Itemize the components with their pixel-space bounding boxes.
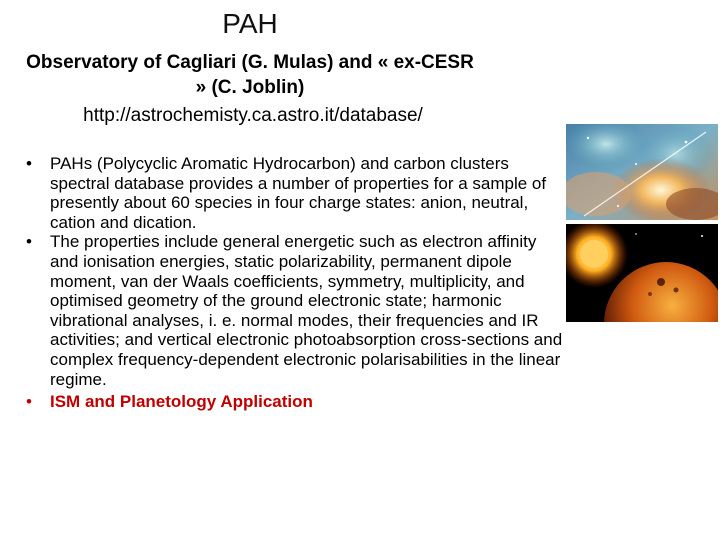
bullet-text: ISM and Planetology Application bbox=[50, 392, 313, 412]
bullet-item-application bbox=[26, 392, 566, 412]
slide-title: PAH bbox=[222, 8, 278, 39]
bullet-marker: • bbox=[26, 232, 32, 252]
slide-subtitle: Observatory of Cagliari (G. Mulas) and « ex-CESR » (C. Joblin) bbox=[26, 52, 474, 98]
bullet-item-properties bbox=[26, 232, 566, 389]
bullet-item-database bbox=[26, 154, 566, 232]
planet-image bbox=[566, 224, 718, 322]
bullet-marker: • bbox=[26, 392, 32, 412]
bullet-marker: • bbox=[26, 154, 32, 173]
bullet-list bbox=[26, 154, 566, 412]
nebula-image bbox=[566, 124, 718, 220]
database-url: http://astrochemisty.ca.astro.it/database/ bbox=[83, 105, 423, 126]
bullet-text: PAHs (Polycyclic Aromatic Hydrocarbon) and carbon clusters spectral database provides a number of properties for a sample of presently about 60 species in four charge states: anion, neutral, cation and dication. bbox=[50, 154, 547, 232]
bullet-text: The properties include general energetic such as electron affinity and ionisation energies, static polarizability, permanent dipole moment, van der Waals coefficients, symmetry, multiplicity, and optimised geometry of the ground electronic state; harmonic vibrational analyses, i. e. normal modes, their frequencies and IR activities; and vertical electronic photoabsorption cross-sections and complex frequency-dependent electronic polarisabilities in the linear regime. bbox=[50, 232, 563, 389]
